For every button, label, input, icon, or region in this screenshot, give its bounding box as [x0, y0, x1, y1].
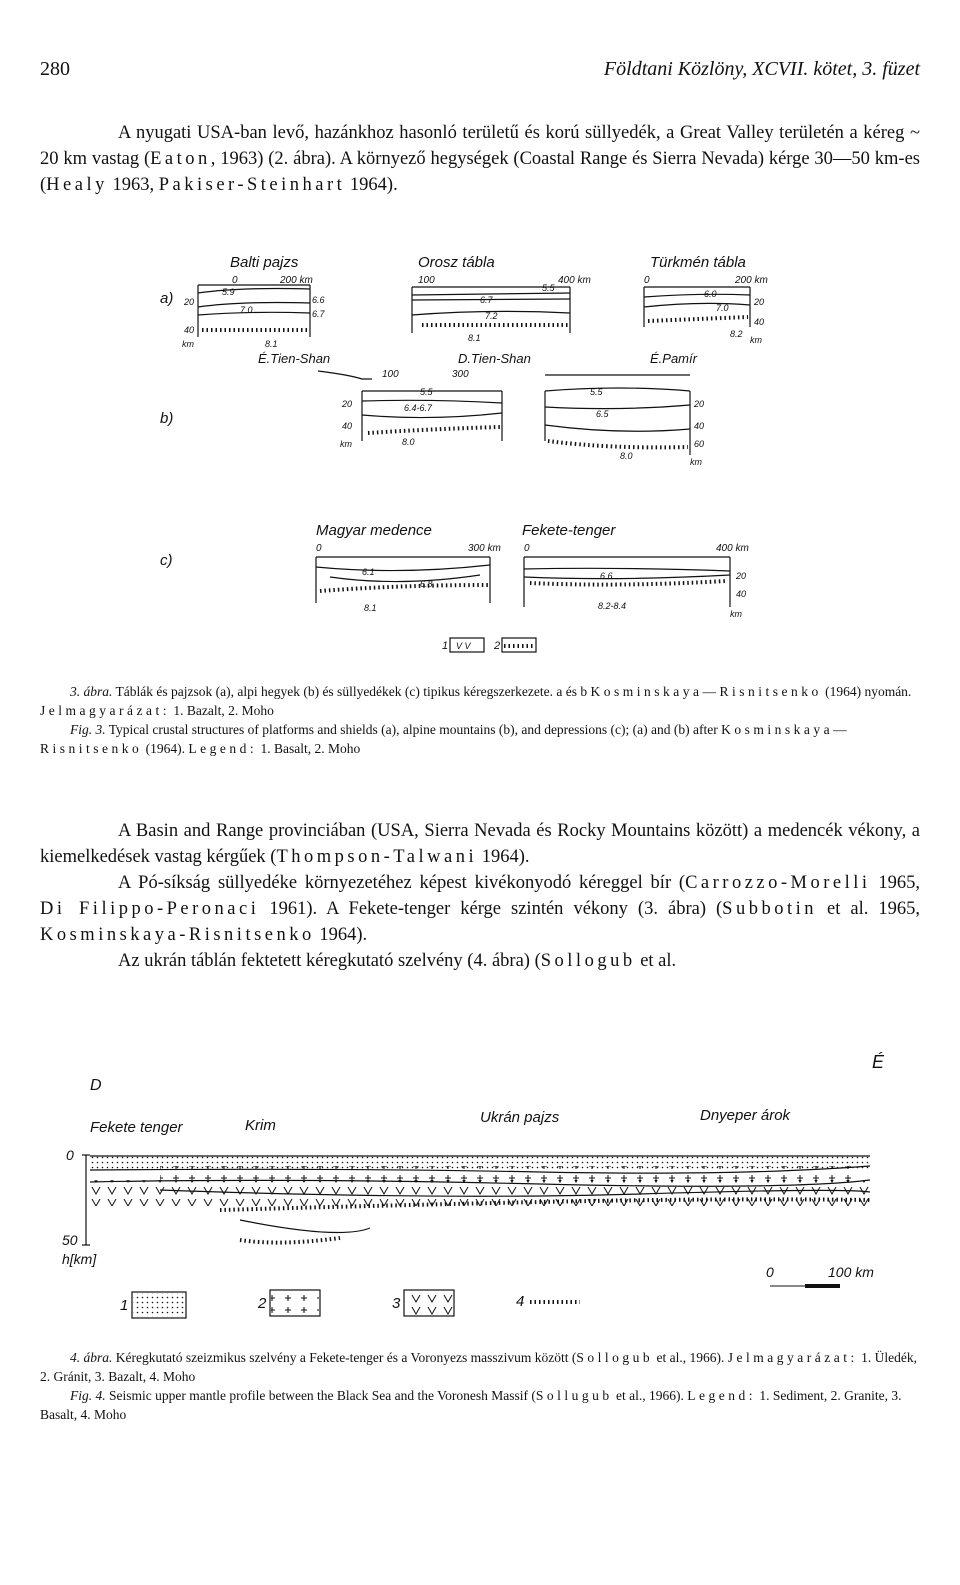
label-e-pamir: É.Pamír: [650, 351, 697, 366]
direction-north: É: [872, 1052, 885, 1072]
author-name: Eaton: [150, 149, 211, 169]
svg-text:200 km: 200 km: [735, 275, 768, 286]
svg-text:km: km: [182, 339, 194, 349]
svg-text:400 km: 400 km: [716, 543, 749, 554]
svg-text:Fekete-tenger: Fekete-tenger: [522, 522, 616, 539]
depth-label-top: 0: [66, 1147, 74, 1163]
svg-text:300: 300: [452, 369, 469, 380]
panel-fekete-tenger: [522, 522, 749, 619]
svg-text:Orosz tábla: Orosz tábla: [418, 254, 495, 271]
svg-text:6.6: 6.6: [600, 571, 613, 581]
svg-text:40: 40: [184, 325, 195, 335]
svg-text:Türkmén tábla: Türkmén tábla: [650, 254, 746, 271]
paragraph-great-valley: A nyugati USA-ban levő, hazánkhoz hasonló területű és korú süllyedék, a Great Valley területén a kéreg ~ 20 km vastag (Eaton, 1963) (2. ábra). A környező hegységek (Coastal Range és Sierra Nevada) kérge 30—50 km-es (Healy 1963, Pakiser-Steinhart 1964).: [40, 123, 920, 195]
svg-text:100: 100: [418, 275, 435, 286]
running-title: Földtani Közlöny, XCVII. kötet, 3. füzet: [603, 58, 920, 80]
panel-balti-pajzs: [182, 254, 330, 366]
svg-text:5.5: 5.5: [420, 387, 433, 397]
svg-text:5.5: 5.5: [590, 387, 603, 397]
svg-text:100: 100: [382, 369, 399, 380]
panel-turkmen-tabla: [644, 254, 768, 366]
svg-text:Magyar medence: Magyar medence: [316, 522, 432, 539]
author-name: Sollugub: [535, 1388, 613, 1403]
svg-text:0: 0: [316, 543, 322, 554]
svg-text:8.2: 8.2: [730, 329, 743, 339]
svg-text:8.0: 8.0: [402, 437, 415, 447]
svg-text:400 km: 400 km: [558, 275, 591, 286]
row-label-b: b): [160, 410, 174, 427]
paragraph-basin-range: A Basin and Range provinciában (USA, Sierra Nevada és Rocky Mountains között) a medencék vékony, a kiemelkedések vastag kérgűek (Thompson-Talwani 1964). A Pó-síkság süllyedéke környezetéhez képest kivékonyodó kéreggel bír (Carrozzo-Morelli 1965, Di Filippo-Peronaci 1961). A Fekete-tenger kérge szintén vékony (3. ábra) (Subbotin et al. 1965, Kosminskaya-Risnitsenko 1964). Az ukrán táblán fektetett kéregkutató szelvény (4. ábra) (Sollogub et al.: [40, 821, 921, 971]
svg-text:2: 2: [258, 1295, 267, 1312]
panel-magyar-medence: [316, 522, 501, 613]
svg-text:20: 20: [694, 399, 705, 409]
region-label: Ukrán pajzs: [480, 1109, 560, 1126]
svg-text:2: 2: [494, 640, 501, 652]
svg-text:0: 0: [524, 543, 530, 554]
svg-text:1: 1: [120, 1297, 129, 1314]
author-name: Kosminskaya—Risnitsenko: [590, 684, 822, 699]
svg-text:40: 40: [342, 421, 353, 431]
panel-pamir-profile: [545, 375, 704, 467]
figure-4-legend: [120, 1290, 580, 1318]
svg-text:km: km: [340, 439, 352, 449]
svg-text:6.8: 6.8: [420, 579, 433, 589]
author-name: Kosminskaya—Risnitsenko: [40, 722, 851, 756]
svg-text:7.0: 7.0: [716, 303, 729, 313]
svg-text:0: 0: [232, 275, 238, 286]
depth-unit: h[km]: [62, 1251, 97, 1267]
author-name: Di Filippo-Peronaci: [40, 899, 260, 919]
svg-text:100 km: 100 km: [828, 1264, 874, 1280]
author-name: Pakiser-Steinhart: [158, 175, 346, 195]
svg-text:6.7: 6.7: [480, 295, 493, 305]
region-label: Dnyeper árok: [700, 1107, 791, 1124]
author-name: Subbotin: [722, 899, 817, 919]
svg-text:8.0: 8.0: [620, 451, 633, 461]
author-name: Healy: [46, 175, 108, 195]
svg-text:3: 3: [392, 1295, 401, 1312]
svg-text:20: 20: [736, 571, 747, 581]
profile-layers: [90, 1156, 870, 1243]
panel-tien-shan-profile: [318, 369, 502, 449]
svg-text:V V: V V: [456, 641, 471, 651]
svg-text:40: 40: [736, 589, 747, 599]
svg-text:8.2-8.4: 8.2-8.4: [598, 601, 627, 611]
svg-text:5.5: 5.5: [542, 283, 555, 293]
svg-text:6.6: 6.6: [312, 295, 325, 305]
svg-text:40: 40: [694, 421, 705, 431]
svg-text:0: 0: [766, 1264, 774, 1280]
row-label-a: a): [160, 290, 174, 307]
svg-text:6.7: 6.7: [312, 309, 325, 319]
depth-label-bottom: 50: [62, 1232, 78, 1248]
svg-text:40: 40: [754, 317, 765, 327]
svg-text:6.4-6.7: 6.4-6.7: [404, 403, 433, 413]
svg-text:km: km: [730, 609, 742, 619]
figure-3-crustal-structures: [150, 245, 800, 665]
svg-text:7.2: 7.2: [485, 311, 498, 321]
running-header: [40, 58, 920, 88]
page-number: 280: [40, 58, 70, 80]
svg-text:8.1: 8.1: [468, 333, 481, 343]
figure-3-caption: 3. ábra. Táblák és pajzsok (a), alpi hegyek (b) és süllyedékek (c) tipikus kéregszerkezete. a és b Kosminskaya—Risnitsenko (1964) nyomán. Jelmagyarázat: 1. Bazalt, 2. Moho Fig. 3. Typical crustal structures of platforms and shields (a), alpine mountains (b), and depressions (c); (a) and (b) after Kosminskaya—Risnitsenko (1964). Legend: 1. Basalt, 2. Moho: [40, 684, 912, 756]
svg-text:20: 20: [754, 297, 765, 307]
svg-text:7.0: 7.0: [240, 305, 253, 315]
region-label: Krim: [245, 1117, 276, 1134]
svg-text:8.1: 8.1: [364, 603, 377, 613]
figure-4-caption: 4. ábra. Kéregkutató szeizmikus szelvény a Fekete-tenger és a Voronyezs masszivum között (Sollogub et al., 1966). Jelmagyarázat: 1. Üledék, 2. Gránit, 3. Bazalt, 4. Moho Fig. 4. Seismic upper mantle profile between the Black Sea and the Voronesh Massif (Sollugub et al., 1966). Legend: 1. Sediment, 2. Granite, 3. Basalt, 4. Moho: [40, 1350, 917, 1422]
svg-text:200 km: 200 km: [280, 275, 313, 286]
row-label-c: c): [160, 552, 173, 569]
author-name: Kosminskaya-Risnitsenko: [40, 925, 315, 945]
svg-text:300 km: 300 km: [468, 543, 501, 554]
svg-text:8.1: 8.1: [265, 339, 278, 349]
svg-text:km: km: [690, 457, 702, 467]
region-label: Fekete tenger: [90, 1119, 183, 1136]
svg-text:5.9: 5.9: [222, 287, 235, 297]
label-d-tien-shan: D.Tien-Shan: [458, 351, 531, 366]
svg-text:4: 4: [516, 1293, 525, 1310]
svg-text:20: 20: [184, 297, 195, 307]
svg-text:60: 60: [694, 439, 705, 449]
author-name: Carrozzo-Morelli: [685, 873, 871, 893]
figure-4-seismic-profile: [40, 1040, 920, 1330]
svg-text:Balti pajzs: Balti pajzs: [230, 254, 299, 271]
svg-text:6.0: 6.0: [704, 289, 717, 299]
author-name: Sollogub: [540, 951, 636, 971]
svg-text:20: 20: [342, 399, 353, 409]
svg-text:6.5: 6.5: [596, 409, 609, 419]
panel-orosz-tabla: [412, 254, 591, 366]
svg-text:1: 1: [442, 640, 449, 652]
figure-3-legend: [442, 638, 536, 652]
label-e-tien-shan: É.Tien-Shan: [258, 351, 331, 366]
svg-text:0: 0: [644, 275, 650, 286]
svg-text:km: km: [750, 335, 762, 345]
direction-south: D: [90, 1077, 102, 1094]
author-name: Thompson-Talwani: [276, 847, 478, 867]
author-name: Sollogub: [576, 1350, 654, 1365]
svg-text:6.1: 6.1: [362, 567, 375, 577]
